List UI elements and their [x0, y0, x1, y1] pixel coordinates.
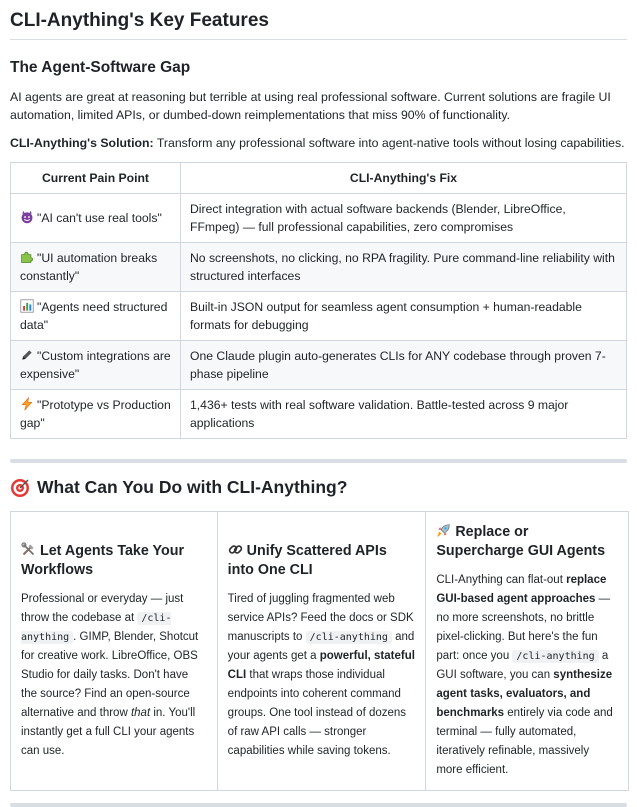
table-row [11, 390, 627, 439]
card-body [228, 590, 416, 761]
fix-cell: No screenshots, no clicking, no RPA fragility. Pure command-line reliability with structured interfaces [181, 243, 627, 292]
card-text: a GUI software, you can [436, 649, 609, 681]
pain-cell [11, 390, 181, 439]
page-title: CLI-Anything's Key Features [10, 0, 627, 40]
bar-chart-icon [20, 299, 34, 313]
table-header-fix: CLI-Anything's Fix [181, 163, 627, 194]
card-text: and your agents get a [227, 630, 415, 662]
card-title [228, 542, 416, 580]
card-text: CLI-Anything can flat-out [436, 573, 567, 586]
tools-icon [21, 542, 36, 557]
table-row [11, 292, 627, 341]
pain-cell [11, 341, 181, 390]
pencil-icon [20, 348, 34, 362]
link-icon [228, 542, 243, 557]
fix-cell: Direct integration with actual software backends (Blender, LibreOffice, FFmpeg) — full professional capabilities, zero compromises [181, 194, 627, 243]
target-icon [10, 478, 30, 498]
gap-intro: AI agents are great at reasoning but terrible at using real professional software. Current solutions are fragile UI automation, limited APIs, or dumbed-down reimplementations that miss 90% of functionality. [10, 90, 611, 122]
fix-cell: One Claude plugin auto-generates CLIs for ANY codebase through proven 7-phase pipeline [181, 341, 627, 390]
card-text: — no more screenshots, no brittle pixel-clicking. But here's the fun part: once you [436, 592, 611, 662]
what-heading-text: What Can You Do with CLI-Anything? [37, 477, 348, 497]
card-text: entirely via code and terminal — fully automated, iteratively refinable, massively more efficient. [436, 706, 613, 776]
card-title [21, 542, 207, 580]
section-divider [10, 459, 627, 463]
fix-cell: Built-in JSON output for seamless agent consumption + human-readable formats for debugging [181, 292, 627, 341]
card-title-text: Replace or Supercharge GUI Agents [436, 523, 606, 559]
pain-text: "UI automation breaks constantly" [20, 251, 158, 283]
section-heading-what [10, 477, 627, 498]
card-body [436, 571, 618, 780]
command-code: /cli-anything [306, 631, 392, 644]
pain-text: "Custom integrations are expensive" [20, 349, 171, 381]
command-code: /cli-anything [21, 612, 172, 643]
pain-cell [11, 292, 181, 341]
lightning-icon [20, 397, 34, 411]
card-text: . GIMP, Blender, Shotcut for creative work. LibreOffice, OBS Studio for daily tasks. Don't have the source? Find an open-source alternative and throw [21, 630, 199, 719]
pain-fix-table [10, 162, 627, 439]
devil-face-icon [20, 210, 34, 224]
table-row [11, 194, 627, 243]
card-bold: synthesize agent tasks, evaluators, and benchmarks [436, 668, 613, 719]
card-title-text: Unify Scattered APIs into One CLI [227, 542, 387, 578]
card-title-text: Let Agents Take Your Workflows [21, 542, 185, 578]
pain-cell [11, 243, 181, 292]
fix-cell: 1,436+ tests with real software validation. Battle-tested across 9 major applications [181, 390, 627, 439]
card-text: that wraps those individual endpoints into coherent command groups. One tool instead of dozens of raw API calls — stronger capabilities while saving tokens. [227, 668, 407, 757]
pain-text: "Agents need structured data" [20, 300, 168, 332]
pain-text: "Prototype vs Production gap" [20, 398, 171, 430]
card-body [21, 590, 207, 761]
card-text: in. You'll instantly get a full CLI your agents can use. [21, 706, 196, 757]
card-text: Professional or everyday — just throw the codebase at [21, 592, 184, 624]
card-text: Tired of juggling fragmented web service APIs? Feed the docs or SDK manuscripts to [227, 592, 414, 643]
feature-card-workflows [11, 512, 218, 790]
solution-paragraph [10, 134, 627, 152]
pain-cell [11, 194, 181, 243]
table-row [11, 243, 627, 292]
card-title [436, 523, 618, 561]
feature-cards [10, 511, 629, 791]
feature-card-gui [426, 512, 628, 790]
table-header-pain: Current Pain Point [11, 163, 181, 194]
command-code: /cli-anything [512, 650, 598, 663]
rocket-icon [436, 523, 451, 538]
pain-text: "AI can't use real tools" [37, 211, 162, 225]
table-row [11, 341, 627, 390]
card-bold: powerful, stateful CLI [227, 649, 415, 681]
solution-text: Transform any professional software into agent-native tools without losing capabilities. [153, 136, 625, 150]
card-emphasis: that [130, 706, 151, 719]
section-heading-gap: The Agent-Software Gap [10, 59, 191, 76]
section-divider [10, 803, 627, 807]
card-bold: replace GUI-based agent approaches [436, 573, 607, 605]
solution-label: CLI-Anything's Solution: [10, 136, 154, 150]
feature-card-apis [218, 512, 427, 790]
puzzle-icon [20, 250, 34, 264]
